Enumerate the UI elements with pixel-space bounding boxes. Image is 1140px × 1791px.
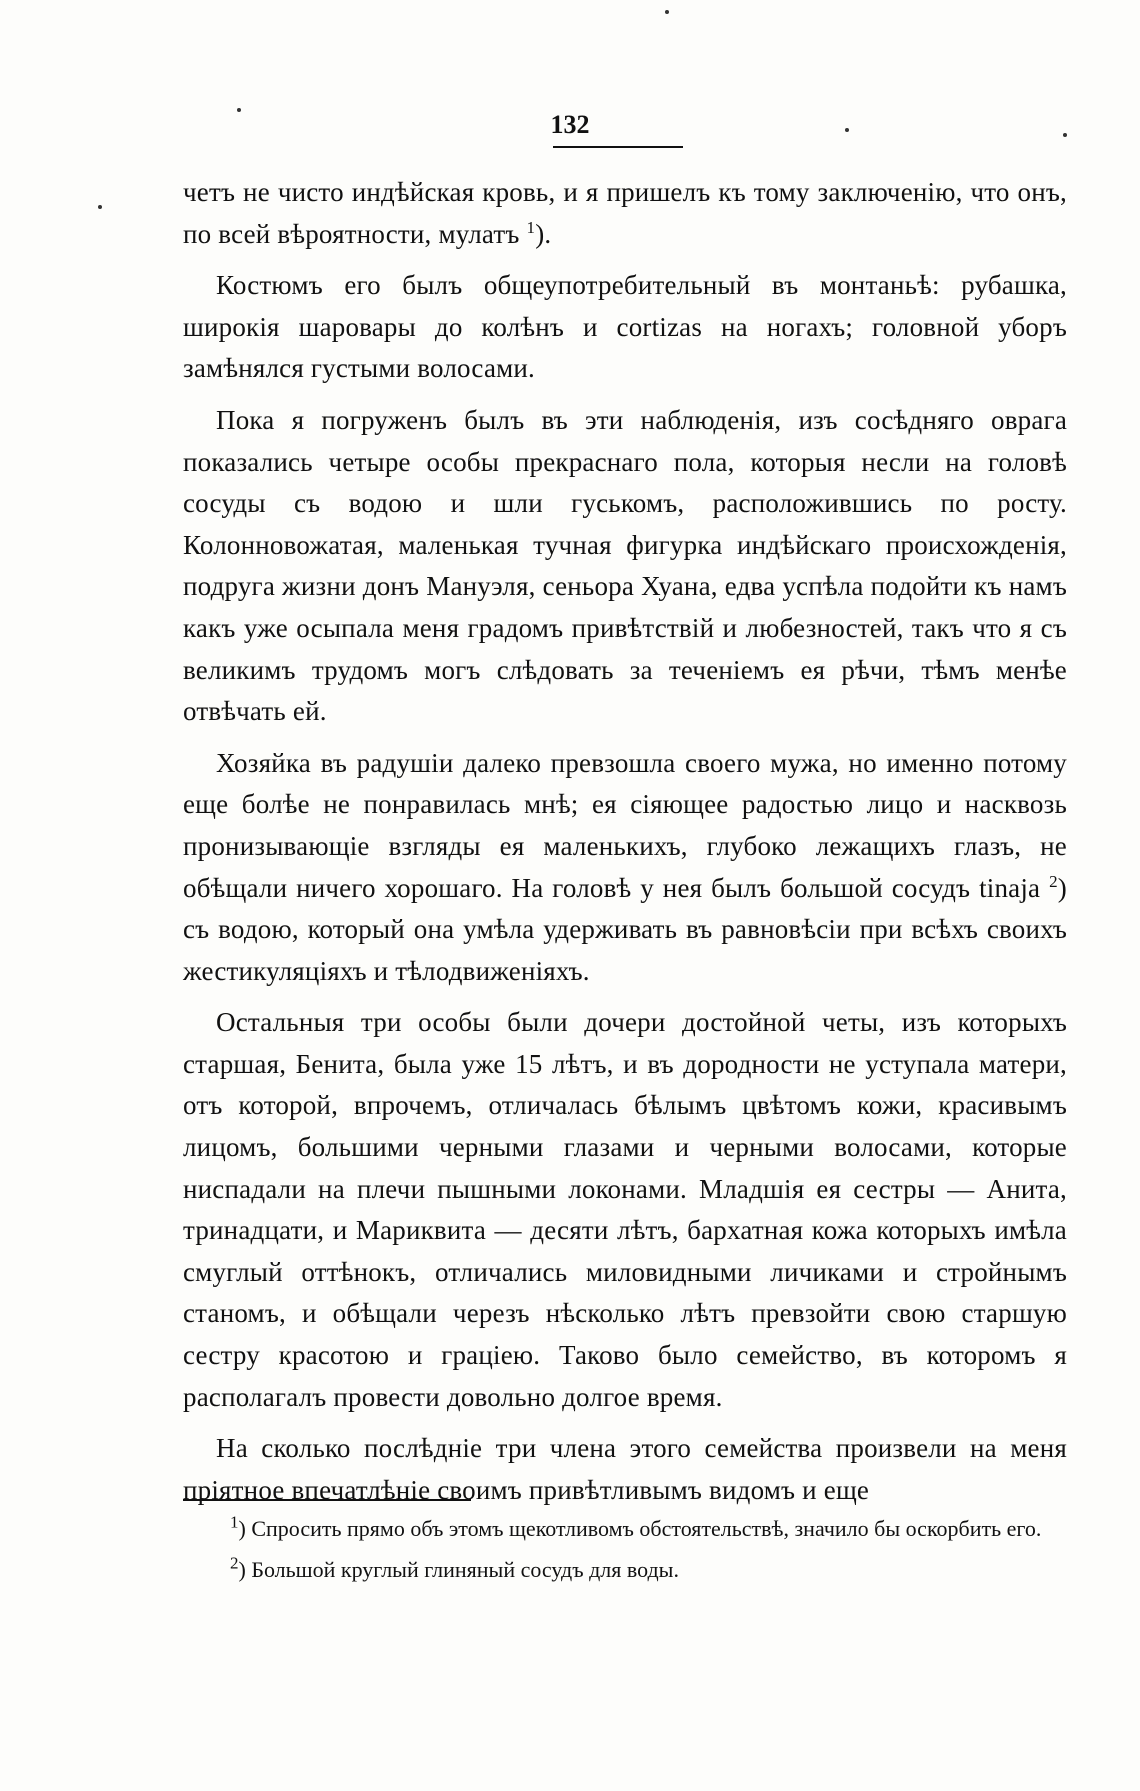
scan-speck xyxy=(1063,133,1067,137)
page-number-rule xyxy=(553,146,683,148)
footnote-2: $^2$) Большой круглый глиняный сосудъ для воды. xyxy=(230,1553,679,1582)
footnotes xyxy=(193,1511,1067,1593)
paragraph-3: Пока я погруженъ былъ въ эти наблюденія, изъ сосѣдняго оврага показались четыре особы прекраснаго пола, которыя несли на головѣ сосуды съ водою и шли гуськомъ, расположившись по росту. Колонновожатая, маленькая тучная фигурка индѣйскаго происхожденія, подруга жизни донъ Мануэля, сеньора Хуана, едва успѣла подойти къ намъ какъ уже осыпала меня градомъ привѣтствій и любезностей, такъ что я съ великимъ трудомъ могъ слѣдовать за теченіемъ ея рѣчи, тѣмъ менѣе отвѣчать ей. xyxy=(183,404,1067,727)
scan-speck xyxy=(237,108,241,112)
body-text xyxy=(183,172,1067,1521)
scan-speck xyxy=(98,205,102,209)
footnote-ref-1: 1 xyxy=(526,217,536,237)
paragraph-4: Хозяйка въ радушіи далеко превзошла своего мужа, но именно потому еще болѣе не понравилась мнѣ; ея сіяющее радостью лицо и насквозь пронизывающіе взгляды ея маленькихъ, глубоко лежащихъ глазъ, не обѣщали ничего хорошаго. На головѣ у нея былъ большой сосудъ tinaja $^2$) съ водою, который она умѣла удерживать въ равновѣсіи при всѣхъ своихъ жестикуляціяхъ и тѣлодвиженіяхъ. xyxy=(183,747,1067,986)
scan-speck xyxy=(845,128,849,132)
footnote-1: $^1$) Спросить прямо объ этомъ щекотливомъ обстоятельствѣ, значило бы оскорбить его. xyxy=(230,1512,1042,1541)
page-number: 132 xyxy=(550,110,590,139)
footnote-ref-2: 2 xyxy=(1049,871,1058,891)
paragraph-1: четъ не чисто индѣйская кровь, и я пришелъ къ тому заключенію, что онъ, по всей вѣроятности, мулатъ $^1$). xyxy=(183,177,1067,249)
paragraph-2: Костюмъ его былъ общеупотребительный въ монтаньѣ: рубашка, широкія шаровары до колѣнъ и cortizas на ногахъ; головной уборъ замѣнялся густыми волосами. xyxy=(183,270,1067,384)
paragraph-6: На сколько послѣдніе три члена этого семейства произвели на меня пріятное впечатлѣніе своимъ привѣтливымъ видомъ и еще xyxy=(183,1433,1067,1505)
footnote-rule xyxy=(183,1499,471,1501)
paragraph-5: Остальныя три особы были дочери достойной четы, изъ которыхъ старшая, Бенита, была уже 15 лѣтъ, и въ дородности не уступала матери, отъ которой, впрочемъ, отличалась бѣлымъ цвѣтомъ кожи, красивымъ лицомъ, большими черными глазами и черными волосами, которые ниспадали на плечи пышными локонами. Младшія ея сестры — Анита, тринадцати, и Мариквита — десяти лѣтъ, бархатная кожа которыхъ имѣла смуглый оттѣнокъ, отличались миловидными личиками и стройнымъ станомъ, и обѣщали черезъ нѣсколько лѣтъ превзойти свою старшую сестру красотою и граціею. Таково было семейство, въ которомъ я располагалъ провести довольно долгое время. xyxy=(183,1007,1067,1412)
scan-speck xyxy=(665,10,669,14)
